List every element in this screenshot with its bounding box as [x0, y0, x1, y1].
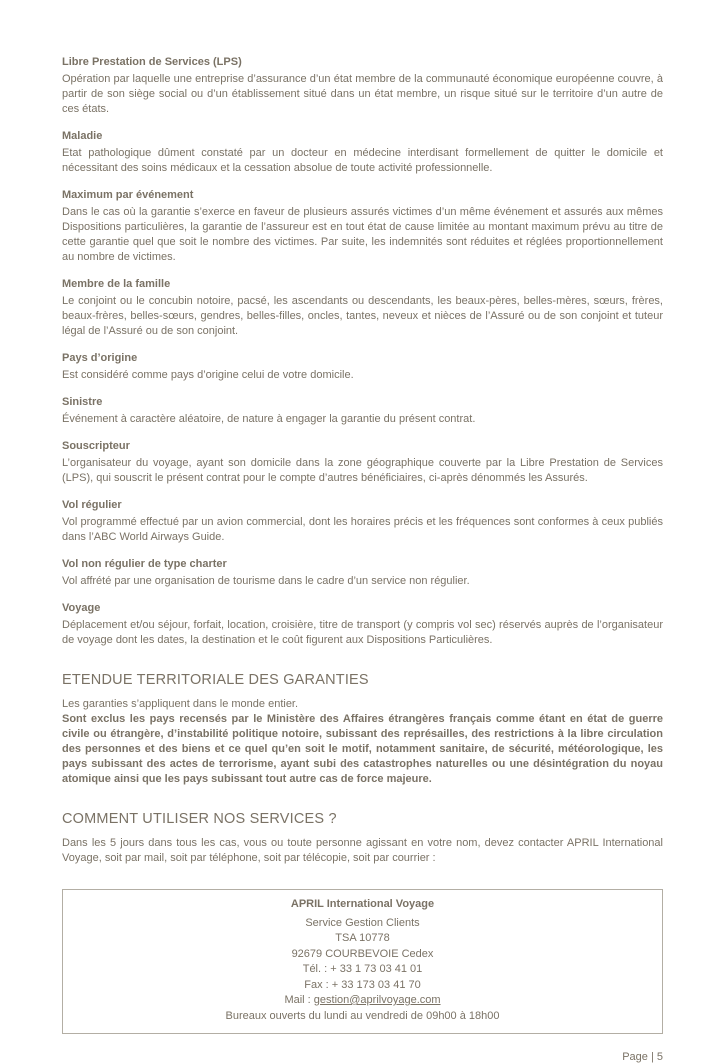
definition-text: Déplacement et/ou séjour, forfait, location, croisière, titre de transport (y compris vol sec) réservés auprès de l’organisateur de voyage dont les dates, la destination et le coût figurent aux Dispositions Particulières.: [62, 619, 663, 646]
definition-item: [62, 129, 663, 176]
territorial-intro: Les garanties s’appliquent dans le monde entier.: [62, 698, 299, 710]
contact-name: APRIL International Voyage: [290, 898, 435, 910]
email-link[interactable]: gestion@aprilvoyage.com: [313, 994, 441, 1006]
definition-text: Vol affrété par une organisation de tourisme dans le cadre d’un service non régulier.: [62, 575, 470, 587]
mail-label: Mail :: [284, 994, 314, 1006]
definition-text: Événement à caractère aléatoire, de nature à engager la garantie du présent contrat.: [62, 413, 476, 425]
definition-text: Etat pathologique dûment constaté par un docteur en médecine interdisant formellement de quitter le domicile et nécessitant des soins médicaux et la cessation absolue de toute activité professionnelle.: [62, 147, 663, 174]
definition-term: Libre Prestation de Services (LPS): [62, 56, 242, 68]
definition-term: Vol non régulier de type charter: [62, 558, 227, 570]
contact-line-fax: Fax : + 33 173 03 41 70: [304, 978, 421, 991]
contact-line-mail: [73, 993, 652, 1009]
definition-term: Maladie: [62, 130, 103, 142]
definition-term: Vol régulier: [62, 499, 122, 511]
definition-term: Souscripteur: [62, 440, 130, 452]
definition-item: [62, 395, 663, 427]
territorial-exclusion: Sont exclus les pays recensés par le Ministère des Affaires étrangères français comme étant en état de guerre civile ou étrangère, d’instabilité politique notoire, subissant des représailles, des restrictions à la libre circulation des personnes et des biens et ce quel qu’en soit le motif, notamment sanitaire, de sécurité, météorologique, les pays subissant des actes de terrorisme, ayant subi des catastrophes naturelles ou une désintégration du noyau atomique ainsi que les pays subissant tout autre cas de force majeure.: [62, 713, 663, 785]
definition-term: Voyage: [62, 602, 101, 614]
definition-text: Est considéré comme pays d’origine celui de votre domicile.: [62, 369, 354, 381]
contact-line: 92679 COURBEVOIE Cedex: [291, 947, 434, 960]
definition-text: Le conjoint ou le concubin notoire, pacsé, les ascendants ou descendants, les beaux-pères, belles-mères, sœurs, frères, beaux-frères, belles-sœurs, gendres, belles-filles, oncles, tantes, neveux et nièces de l’Assuré ou de son conjoint et tuteur légal de l’Assuré ou de son conjoint.: [62, 295, 663, 337]
page-number: Page | 5: [622, 1051, 663, 1063]
definition-term: Maximum par événement: [62, 189, 194, 201]
contact-box: [62, 889, 663, 1034]
section-title-territorial: ETENDUE TERRITORIALE DES GARANTIES: [62, 672, 369, 688]
contact-line: TSA 10778: [335, 932, 390, 944]
contact-line-phone: Tél. : + 33 1 73 03 41 01: [302, 963, 423, 975]
definition-item: [62, 557, 663, 589]
section-title-services: COMMENT UTILISER NOS SERVICES ?: [62, 811, 337, 827]
definition-term: Membre de la famille: [62, 278, 171, 290]
definition-text: Vol programmé effectué par un avion commercial, dont les horaires précis et les fréquences sont conformes à ceux publiés dans l’ABC World Airways Guide.: [62, 516, 663, 543]
definition-item: [62, 55, 663, 117]
section-services: [62, 811, 663, 866]
definition-item: [62, 188, 663, 265]
definition-text: Dans le cas où la garantie s’exerce en faveur de plusieurs assurés victimes d’un même événement et assurés aux mêmes Dispositions particulières, la garantie de l’assureur est en tout état de cause limitée au montant maximum prévu au titre de cette garantie quel que soit le nombre des victimes. Par suite, les indemnités sont réduites et réglées proportionnellement au nombre de victimes.: [62, 206, 663, 263]
definition-item: [62, 277, 663, 339]
services-intro: Dans les 5 jours dans tous les cas, vous ou toute personne agissant en votre nom, devez contacter APRIL International Voyage, soit par mail, soit par téléphone, soit par télécopie, soit par courrier :: [62, 837, 663, 864]
contact-line: Service Gestion Clients: [305, 916, 420, 929]
definitions-list: [62, 55, 663, 648]
definition-item: [62, 601, 663, 648]
section-territorial: [62, 672, 663, 787]
definition-item: [62, 498, 663, 545]
definition-term: Sinistre: [62, 396, 103, 408]
definition-text: L’organisateur du voyage, ayant son domicile dans la zone géographique couverte par la Libre Prestation de Services (LPS), qui souscrit le présent contrat pour le compte d’autres bénéficiaires, ci-après dénommés les Assurés.: [62, 457, 663, 484]
contact-hours: Bureaux ouverts du lundi au vendredi de 09h00 à 18h00: [225, 1009, 500, 1022]
definition-item: [62, 351, 663, 383]
definition-text: Opération par laquelle une entreprise d’assurance d’un état membre de la communauté économique européenne couvre, à partir de son siège social ou d’un établissement situé dans un état membre, un risque situé sur le territoire d’un autre de ces états.: [62, 73, 663, 115]
definition-term: Pays d’origine: [62, 352, 138, 364]
definition-item: [62, 439, 663, 486]
